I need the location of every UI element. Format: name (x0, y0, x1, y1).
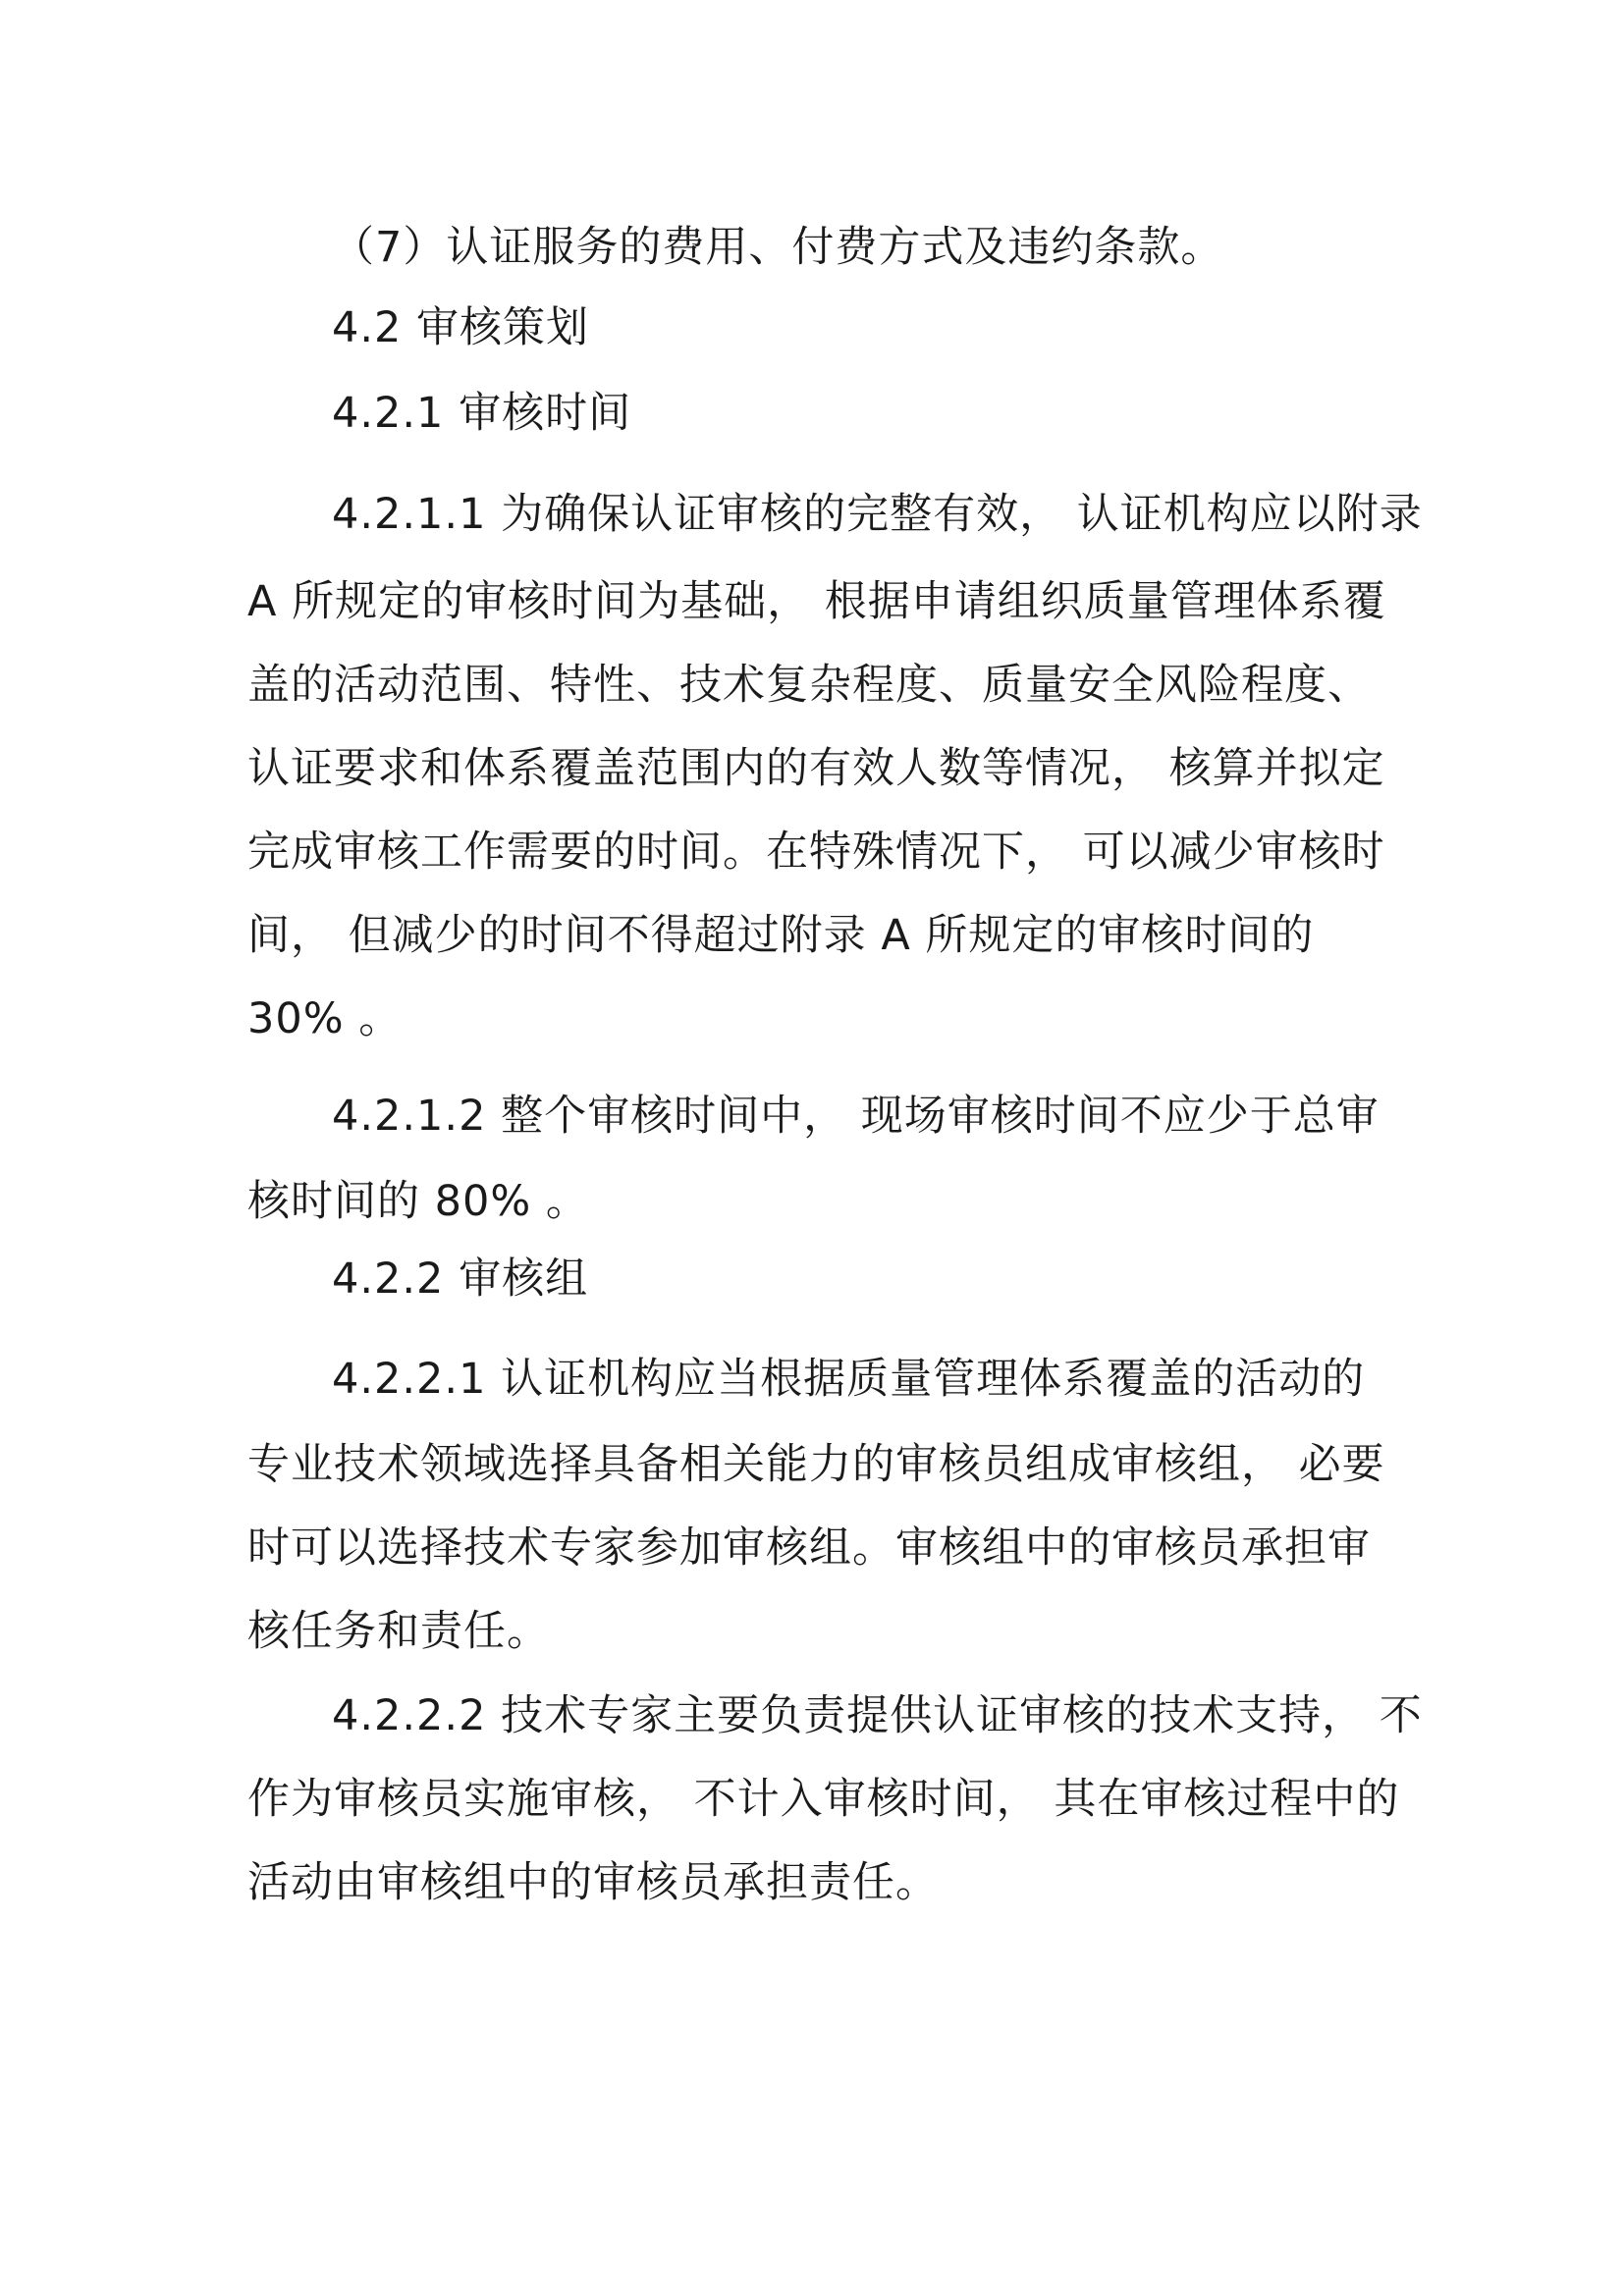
para-4-2-1-1-line1: 4.2.1.1 为确保认证审核的完整有效， 认证机构应以附录 (332, 490, 1423, 539)
para-4-2-2-2-line2: 作为审核员实施审核， 不计入审核时间， 其在审核过程中的 (247, 1775, 1400, 1824)
para-4-2-1-1-line4: 认证要求和体系覆盖范围内的有效人数等情况， 核算并拟定 (247, 744, 1385, 793)
para-4-2-1-1-line2: A 所规定的审核时间为基础， 根据申请组织质量管理体系覆 (247, 577, 1386, 626)
para-4-2-2-2-line1: 4.2.2.2 技术专家主要负责提供认证审核的技术支持， 不 (332, 1691, 1423, 1740)
para-4-2-2-1-line3: 时可以选择技术专家参加审核组。审核组中的审核员承担审 (247, 1523, 1371, 1573)
para-4-2-1-1-line3: 盖的活动范围、特性、技术复杂程度、质量安全风险程度、 (247, 661, 1371, 710)
para-4-2-1-1-line7: 30% 。 (247, 994, 403, 1043)
para-4-2-1-2-line1: 4.2.1.2 整个审核时间中， 现场审核时间不应少于总审 (332, 1092, 1380, 1141)
heading-4-2: 4.2 审核策划 (332, 303, 590, 352)
heading-4-2-1: 4.2.1 审核时间 (332, 389, 632, 438)
para-4-2-2-1-line1: 4.2.2.1 认证机构应当根据质量管理体系覆盖的活动的 (332, 1355, 1366, 1404)
para-4-2-1-1-line5: 完成审核工作需要的时间。在特殊情况下， 可以减少审核时 (247, 828, 1385, 877)
heading-4-2-2: 4.2.2 审核组 (332, 1255, 589, 1304)
para-4-2-2-2-line3: 活动由审核组中的审核员承担责任。 (247, 1858, 939, 1907)
para-4-2-2-1-line4: 核任务和责任。 (247, 1607, 550, 1656)
item-7-fees: （7）认证服务的费用、付费方式及违约条款。 (332, 223, 1224, 272)
para-4-2-1-2-line2: 核时间的 80% 。 (247, 1177, 589, 1226)
para-4-2-2-1-line2: 专业技术领域选择具备相关能力的审核员组成审核组， 必要 (247, 1440, 1385, 1489)
para-4-2-1-1-line6: 间， 但减少的时间不得超过附录 A 所规定的审核时间的 (247, 911, 1315, 960)
